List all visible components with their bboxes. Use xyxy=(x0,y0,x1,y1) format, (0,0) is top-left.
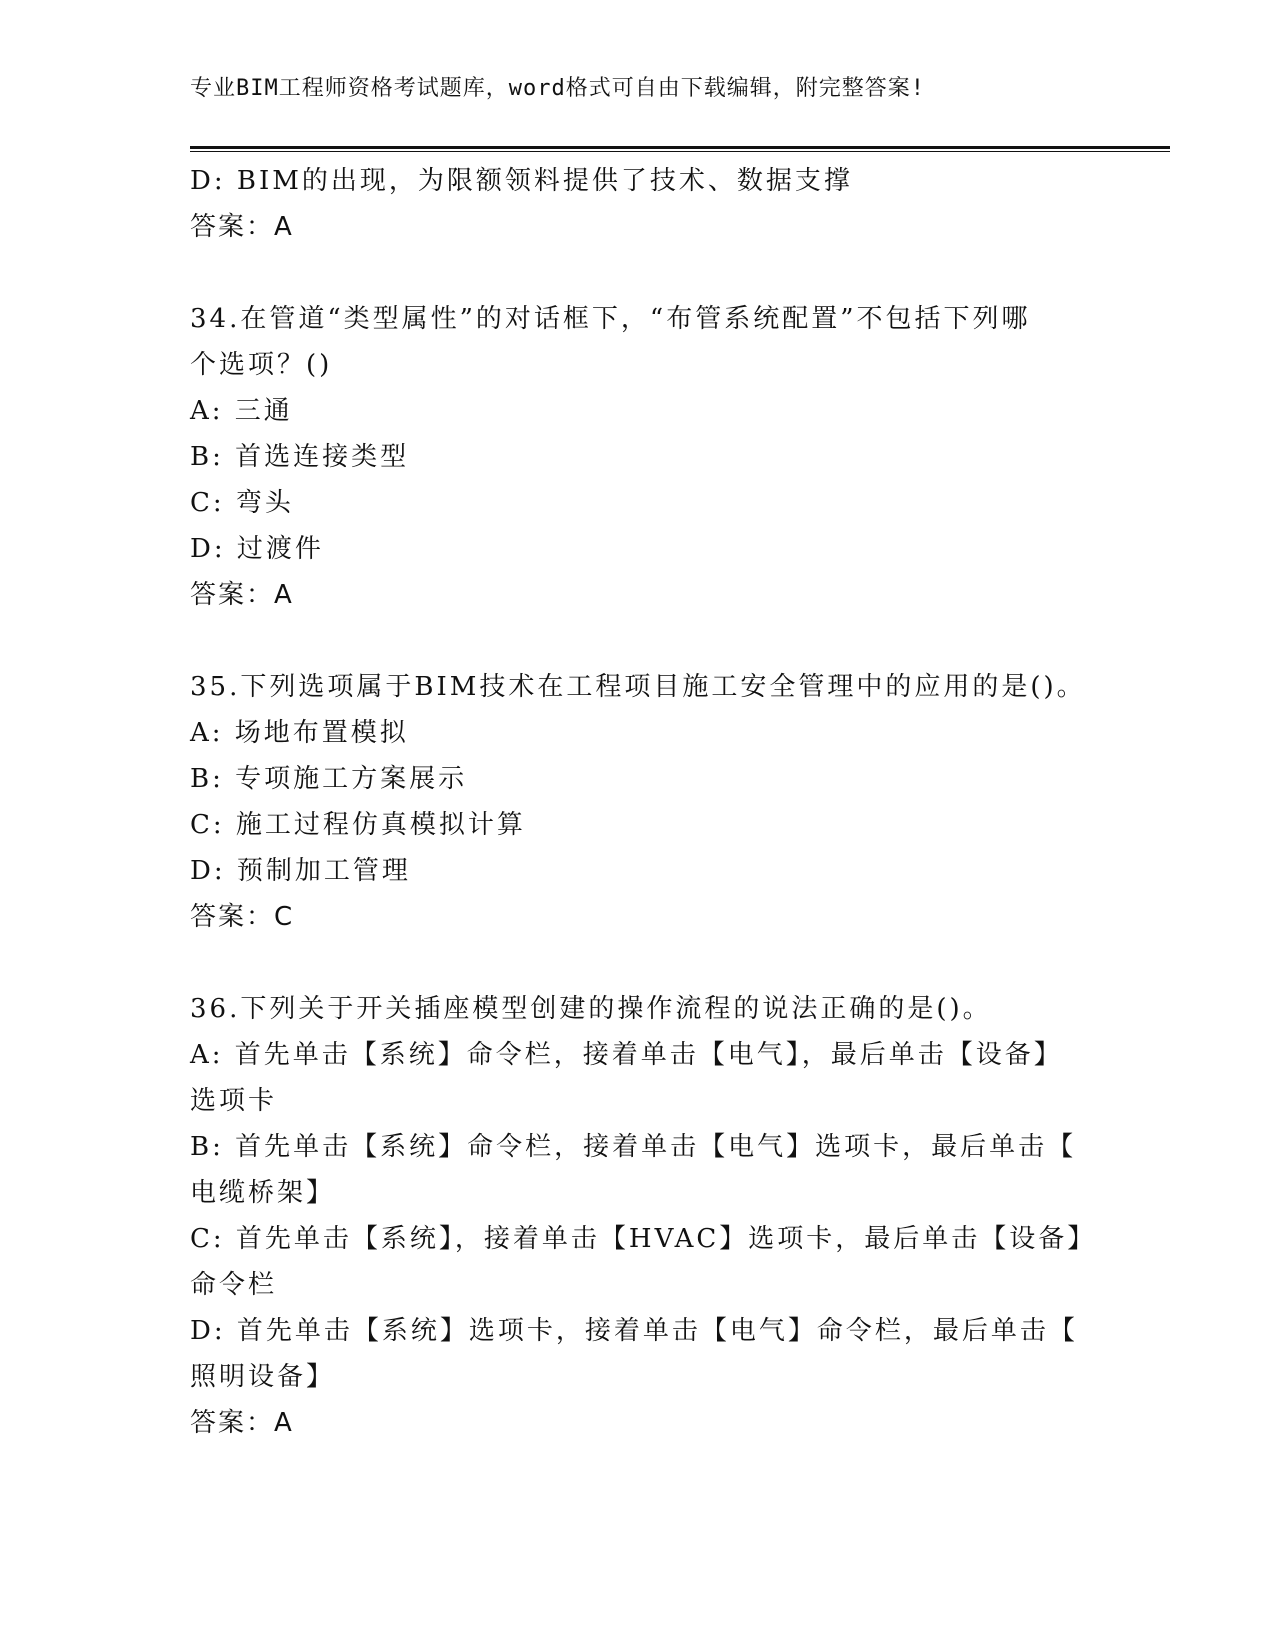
option-b: B: 首先单击【系统】命令栏，接着单击【电气】选项卡，最后单击【 xyxy=(190,1132,1077,1162)
header-rule-thin xyxy=(190,151,1170,152)
option-c: C: 首先单击【系统】，接着单击【HVAC】选项卡，最后单击【设备】 xyxy=(190,1224,1097,1254)
question-34 xyxy=(190,296,1090,618)
answer: 答案：A xyxy=(190,1408,294,1438)
option-d: D: 预制加工管理 xyxy=(190,856,411,886)
option-d: D: 过渡件 xyxy=(190,534,324,564)
option-b: B: 专项施工方案展示 xyxy=(190,764,468,794)
question-body xyxy=(190,158,1097,1446)
question-stem: 35.下列选项属于BIM技术在工程项目施工安全管理中的应用的是()。 xyxy=(190,672,1086,702)
option-d-cont: 照明设备】 xyxy=(190,1362,336,1392)
option-a: A: 场地布置模拟 xyxy=(190,718,409,748)
question-stem: 34.在管道“类型属性”的对话框下，“布管系统配置”不包括下列哪 xyxy=(190,304,1031,334)
question-stem: 36.下列关于开关插座模型创建的操作流程的说法正确的是()。 xyxy=(190,994,992,1024)
spacer xyxy=(190,940,1090,986)
option-a: A: 三通 xyxy=(190,396,293,426)
option-b: B: 首选连接类型 xyxy=(190,442,410,472)
prev-option-d: D: BIM的出现，为限额领料提供了技术、数据支撑 xyxy=(190,166,853,196)
option-a: A: 首先单击【系统】命令栏，接着单击【电气】，最后单击【设备】 xyxy=(190,1040,1063,1070)
answer: 答案：A xyxy=(190,580,294,610)
answer: 答案：C xyxy=(190,902,295,932)
question-35 xyxy=(190,664,1090,940)
option-a-cont: 选项卡 xyxy=(190,1086,278,1116)
prev-answer: 答案：A xyxy=(190,212,294,242)
option-c: C: 施工过程仿真模拟计算 xyxy=(190,810,526,840)
spacer xyxy=(190,618,1090,664)
page-header: 专业BIM工程师资格考试题库，word格式可自由下载编辑，附完整答案! xyxy=(190,76,925,101)
question-stem: 个选项？() xyxy=(190,350,333,380)
option-d: D: 首先单击【系统】选项卡，接着单击【电气】命令栏，最后单击【 xyxy=(190,1316,1078,1346)
header-rule-thick xyxy=(190,146,1170,149)
spacer xyxy=(190,250,1090,296)
option-c: C: 弯头 xyxy=(190,488,294,518)
option-b-cont: 电缆桥架】 xyxy=(190,1178,336,1208)
option-c-cont: 命令栏 xyxy=(190,1270,278,1300)
question-36 xyxy=(190,986,1097,1446)
